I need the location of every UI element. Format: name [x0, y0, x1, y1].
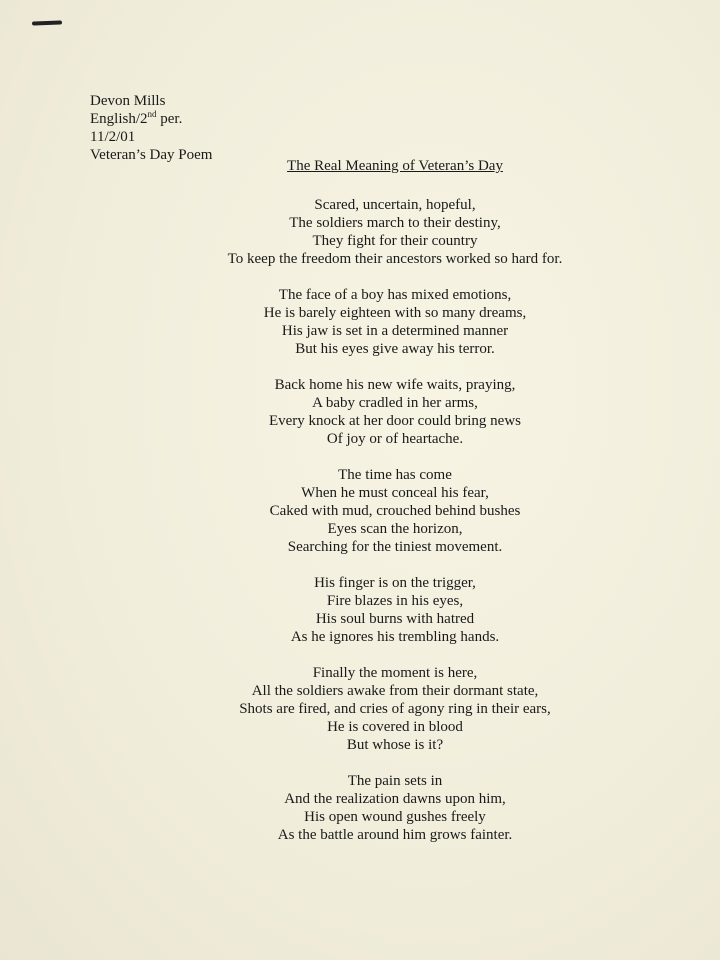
poem-line: He is covered in blood [327, 719, 463, 735]
poem-line: His open wound gushes freely [304, 809, 486, 825]
stanza [95, 772, 695, 844]
class-period [90, 110, 212, 128]
poem-line: As he ignores his trembling hands. [290, 629, 500, 645]
poem-line: Finally the moment is here, [312, 665, 478, 681]
poem-line: As the battle around him grows fainter. [277, 827, 513, 843]
date: 11/2/01 [90, 129, 136, 145]
class-sup: nd [147, 109, 157, 119]
poem-line: His jaw is set in a determined manner [281, 323, 509, 339]
poem-line: And the realization dawns upon him, [284, 791, 506, 807]
poem-line: The face of a boy has mixed emotions, [278, 287, 512, 303]
poem-line: When he must conceal his fear, [301, 485, 489, 501]
stanza [95, 286, 695, 358]
poem-line: Eyes scan the horizon, [327, 521, 463, 537]
poem-line: Every knock at her door could bring news [268, 413, 521, 429]
stanza [95, 664, 695, 754]
student-name: Devon Mills [90, 93, 166, 109]
poem-line: The pain sets in [347, 773, 443, 789]
staple-mark [32, 20, 62, 25]
poem-title: The Real Meaning of Veteran’s Day [287, 158, 503, 174]
class-suffix: per. [156, 111, 183, 127]
stanza [95, 574, 695, 646]
poem-line: The soldiers march to their destiny, [289, 215, 501, 231]
poem-line: The time has come [338, 467, 452, 483]
poem-line: He is barely eighteen with so many dreams, [263, 305, 527, 321]
poem-line: His soul burns with hatred [315, 611, 475, 627]
poem [95, 157, 695, 862]
poem-line: Searching for the tiniest movement. [287, 539, 503, 555]
poem-line: His finger is on the trigger, [314, 575, 476, 591]
poem-line: Shots are fired, and cries of agony ring in their ears, [239, 701, 551, 717]
student-header [90, 92, 212, 164]
stanza [95, 466, 695, 556]
assignment: Veteran’s Day Poem [90, 147, 213, 163]
poem-line: All the soldiers awake from their dormant state, [251, 683, 539, 699]
poem-line: Fire blazes in his eyes, [326, 593, 464, 609]
poem-line: They fight for their country [312, 233, 478, 249]
poem-line: Back home his new wife waits, praying, [274, 377, 516, 393]
stanza [95, 196, 695, 268]
poem-line: Caked with mud, crouched behind bushes [269, 503, 521, 519]
poem-line: But his eyes give away his terror. [295, 341, 495, 357]
stanza [95, 376, 695, 448]
poem-line: Scared, uncertain, hopeful, [314, 197, 476, 213]
poem-line: But whose is it? [346, 737, 444, 753]
poem-line: A baby cradled in her arms, [312, 395, 478, 411]
poem-line: To keep the freedom their ancestors worked so hard for. [227, 251, 563, 267]
poem-line: Of joy or of heartache. [326, 431, 464, 447]
class-prefix: English/2 [90, 111, 148, 127]
